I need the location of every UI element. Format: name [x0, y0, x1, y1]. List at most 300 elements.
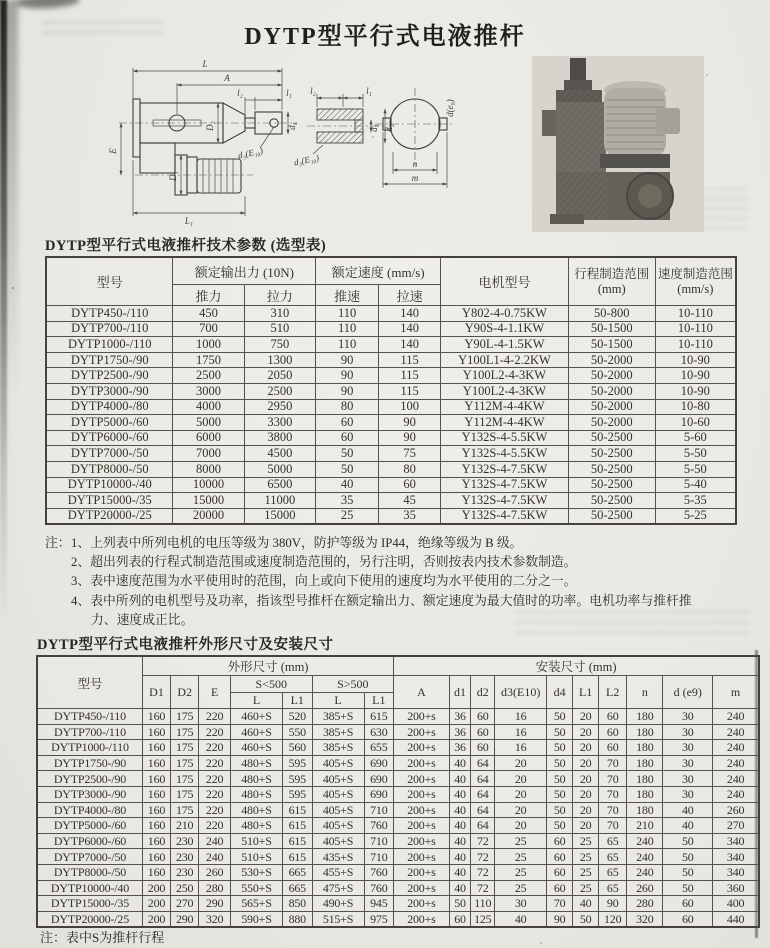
- value-cell: 595: [282, 755, 312, 771]
- value-cell: 90: [547, 911, 573, 927]
- value-cell: 10-110: [655, 321, 736, 337]
- value-cell: 70: [599, 755, 627, 771]
- value-cell: 140: [379, 321, 441, 337]
- value-cell: 480+S: [231, 786, 283, 802]
- value-cell: Y132S-4-7.5KW: [441, 508, 569, 524]
- value-cell: 90: [379, 415, 441, 431]
- value-cell: Y90S-4-1.1KW: [441, 321, 569, 337]
- value-cell: 5-40: [655, 477, 736, 493]
- value-cell: 200+s: [394, 709, 450, 725]
- dim-label-L1: L₁: [184, 216, 194, 226]
- table-row: [46, 508, 736, 524]
- value-cell: 520: [282, 709, 312, 725]
- value-cell: 200: [142, 911, 170, 927]
- col-group-rated-force: 额定输出力 (10N): [173, 257, 316, 285]
- value-cell: 50: [663, 864, 713, 880]
- value-cell: 10-110: [655, 337, 736, 353]
- value-cell: 20: [573, 740, 599, 756]
- value-cell: 50-2500: [568, 430, 655, 446]
- value-cell: 50-2500: [568, 493, 655, 509]
- value-cell: 45: [379, 493, 441, 509]
- dim-label-d2: d₂: [384, 124, 394, 132]
- notes-label: 注：: [45, 536, 71, 550]
- value-cell: 5000: [173, 415, 244, 431]
- note-item: [45, 534, 717, 553]
- value-cell: 160: [142, 864, 170, 880]
- footnote: 注：表中S为推杆行程: [40, 930, 165, 945]
- value-cell: 160: [142, 755, 170, 771]
- value-cell: 290: [171, 911, 199, 927]
- value-cell: 200+s: [394, 864, 450, 880]
- value-cell: 5-50: [655, 461, 736, 477]
- value-cell: 2500: [244, 383, 316, 399]
- table-row: [37, 864, 759, 880]
- value-cell: 64: [471, 771, 495, 787]
- model-cell: DYTP15000-/35: [46, 493, 173, 509]
- value-cell: 5-50: [655, 446, 736, 462]
- value-cell: 20: [495, 786, 547, 802]
- value-cell: 20: [495, 818, 547, 834]
- value-cell: 240: [713, 724, 759, 740]
- value-cell: 50: [663, 849, 713, 865]
- value-cell: 40: [449, 786, 471, 802]
- col-model: 型号: [46, 257, 173, 306]
- col-group-rated-speed: 额定速度 (mm/s): [316, 257, 441, 285]
- value-cell: 90: [599, 896, 627, 912]
- value-cell: 460+S: [231, 740, 283, 756]
- value-cell: 475+S: [312, 880, 364, 896]
- model-cell: DYTP15000-/35: [37, 896, 142, 912]
- value-cell: 50: [547, 818, 573, 834]
- col-E: E: [199, 676, 231, 709]
- col-pull-force: 拉力: [244, 285, 316, 306]
- value-cell: 450: [173, 306, 244, 322]
- value-cell: 50-1500: [568, 321, 655, 337]
- table-row: [37, 786, 759, 802]
- value-cell: 20: [495, 802, 547, 818]
- value-cell: 240: [713, 740, 759, 756]
- value-cell: 10-90: [655, 352, 736, 368]
- value-cell: 175: [171, 802, 199, 818]
- value-cell: 160: [142, 771, 170, 787]
- dim-label-l1: l₁: [286, 88, 292, 98]
- model-cell: DYTP2500-/90: [46, 368, 173, 384]
- table-row: [46, 430, 736, 446]
- col-group-install: 安装尺寸 (mm): [394, 656, 759, 676]
- spec-table-body: [46, 306, 736, 525]
- value-cell: 175: [171, 786, 199, 802]
- value-cell: 60: [599, 724, 627, 740]
- value-cell: 850: [282, 896, 312, 912]
- dim-label-d3-detail: d₃(E₁₀): [292, 152, 320, 168]
- value-cell: 760: [364, 818, 394, 834]
- value-cell: 480+S: [231, 802, 283, 818]
- value-cell: 10-80: [655, 399, 736, 415]
- value-cell: 2950: [244, 399, 316, 415]
- value-cell: Y100L2-4-3KW: [441, 368, 569, 384]
- value-cell: 40: [449, 818, 471, 834]
- value-cell: 40: [449, 849, 471, 865]
- value-cell: 385+S: [312, 709, 364, 725]
- value-cell: 64: [471, 755, 495, 771]
- value-cell: 200+s: [394, 740, 450, 756]
- value-cell: Y132S-4-5.5KW: [441, 430, 569, 446]
- table-row: [46, 477, 736, 493]
- model-cell: DYTP3000-/90: [37, 786, 142, 802]
- value-cell: 230: [171, 833, 199, 849]
- value-cell: 3000: [173, 383, 244, 399]
- col-push-force: 推力: [173, 285, 244, 306]
- value-cell: 50: [449, 896, 471, 912]
- value-cell: 440: [713, 911, 759, 927]
- value-cell: 160: [142, 833, 170, 849]
- value-cell: 260: [199, 864, 231, 880]
- col-d3E10: d3(E10): [495, 676, 547, 709]
- value-cell: 50: [547, 709, 573, 725]
- value-cell: 40: [449, 771, 471, 787]
- value-cell: 530+S: [231, 864, 283, 880]
- value-cell: 64: [471, 786, 495, 802]
- value-cell: 160: [142, 818, 170, 834]
- dim-label-l2: l₂: [237, 88, 243, 98]
- value-cell: 40: [663, 818, 713, 834]
- value-cell: 30: [495, 896, 547, 912]
- value-cell: 72: [471, 880, 495, 896]
- value-cell: 1000: [173, 337, 244, 353]
- value-cell: 40: [495, 911, 547, 927]
- value-cell: 160: [142, 802, 170, 818]
- value-cell: 230: [171, 849, 199, 865]
- value-cell: 615: [364, 709, 394, 725]
- dim-label-E: E: [108, 148, 118, 154]
- value-cell: 200: [142, 896, 170, 912]
- dim-label-L: L: [202, 59, 208, 69]
- col-speed-range: [655, 257, 736, 306]
- value-cell: 405+S: [312, 802, 364, 818]
- value-cell: 550: [282, 724, 312, 740]
- value-cell: 160: [142, 786, 170, 802]
- value-cell: 25: [573, 880, 599, 896]
- dim-label-m: m: [411, 173, 419, 183]
- value-cell: Y100L1-4-2.2KW: [441, 352, 569, 368]
- model-cell: DYTP8000-/50: [46, 461, 173, 477]
- value-cell: 30: [663, 771, 713, 787]
- value-cell: 30: [663, 740, 713, 756]
- model-cell: DYTP1000-/110: [46, 337, 173, 353]
- value-cell: 60: [316, 415, 379, 431]
- value-cell: 50: [547, 802, 573, 818]
- value-cell: 460+S: [231, 709, 283, 725]
- value-cell: 480+S: [231, 771, 283, 787]
- value-cell: 60: [547, 833, 573, 849]
- col-D2: D2: [171, 676, 199, 709]
- value-cell: 180: [627, 786, 663, 802]
- value-cell: 40: [449, 864, 471, 880]
- value-cell: 240: [713, 786, 759, 802]
- value-cell: 7000: [173, 446, 244, 462]
- value-cell: 690: [364, 771, 394, 787]
- value-cell: 160: [142, 849, 170, 865]
- value-cell: 180: [627, 740, 663, 756]
- model-cell: DYTP8000-/50: [37, 864, 142, 880]
- value-cell: 64: [471, 818, 495, 834]
- col-group-outline: 外形尺寸 (mm): [142, 656, 393, 676]
- value-cell: 240: [627, 864, 663, 880]
- value-cell: 90: [316, 368, 379, 384]
- value-cell: Y802-4-0.75KW: [441, 306, 569, 322]
- value-cell: 50: [547, 724, 573, 740]
- speed-range-line1: 速度制造范围: [657, 267, 733, 282]
- value-cell: 10-60: [655, 415, 736, 431]
- table-row: [37, 802, 759, 818]
- model-cell: DYTP1750-/90: [46, 352, 173, 368]
- value-cell: 280: [627, 896, 663, 912]
- value-cell: 975: [364, 911, 394, 927]
- table-row: [46, 383, 736, 399]
- value-cell: 10000: [173, 477, 244, 493]
- spec-table-title: DYTP型平行式电液推杆技术参数 (选型表): [45, 238, 327, 254]
- value-cell: 75: [379, 446, 441, 462]
- value-cell: 72: [471, 833, 495, 849]
- value-cell: 16: [495, 724, 547, 740]
- dim-label-n: n: [412, 159, 418, 169]
- value-cell: 480+S: [231, 818, 283, 834]
- table-row: [46, 415, 736, 431]
- value-cell: 30: [663, 755, 713, 771]
- value-cell: 270: [713, 818, 759, 834]
- value-cell: 615: [282, 818, 312, 834]
- note-text: 3、表中速度范围为水平使用时的范围，向上或向下使用的速度均为水平使用的二分之一。: [71, 574, 577, 589]
- value-cell: 65: [599, 880, 627, 896]
- value-cell: 710: [364, 849, 394, 865]
- value-cell: 490+S: [312, 896, 364, 912]
- model-cell: DYTP450-/110: [46, 306, 173, 322]
- value-cell: 40: [663, 802, 713, 818]
- model-cell: DYTP4000-/80: [46, 399, 173, 415]
- value-cell: 50: [573, 911, 599, 927]
- col-d2: d2: [471, 676, 495, 709]
- table-row: [37, 833, 759, 849]
- value-cell: 4500: [244, 446, 316, 462]
- value-cell: 3300: [244, 415, 316, 431]
- stroke-range-line2: (mm): [597, 281, 626, 296]
- col-motor-model: 电机型号: [441, 257, 569, 306]
- value-cell: 340: [713, 864, 759, 880]
- model-cell: DYTP6000-/60: [37, 833, 142, 849]
- value-cell: 110: [316, 306, 379, 322]
- col-stroke-range: [568, 257, 655, 306]
- model-cell: DYTP10000-/40: [46, 477, 173, 493]
- value-cell: 65: [599, 864, 627, 880]
- value-cell: 260: [713, 802, 759, 818]
- value-cell: 200+s: [394, 771, 450, 787]
- value-cell: 435+S: [312, 849, 364, 865]
- value-cell: 25: [573, 849, 599, 865]
- table-row: [46, 446, 736, 462]
- value-cell: 220: [199, 818, 231, 834]
- value-cell: 110: [316, 337, 379, 353]
- value-cell: 220: [199, 724, 231, 740]
- table-row: [37, 755, 759, 771]
- value-cell: 210: [171, 818, 199, 834]
- scan-corner-mark: [16, 0, 81, 10]
- value-cell: 200+s: [394, 818, 450, 834]
- value-cell: 385+S: [312, 724, 364, 740]
- value-cell: 5-35: [655, 493, 736, 509]
- value-cell: 180: [627, 755, 663, 771]
- value-cell: 15000: [244, 508, 316, 524]
- value-cell: 405+S: [312, 818, 364, 834]
- value-cell: 320: [199, 911, 231, 927]
- value-cell: 590+S: [231, 911, 283, 927]
- value-cell: 2050: [244, 368, 316, 384]
- value-cell: 11000: [244, 493, 316, 509]
- dimension-table-body: [37, 709, 759, 928]
- value-cell: 60: [547, 849, 573, 865]
- value-cell: 20: [573, 786, 599, 802]
- value-cell: 340: [713, 849, 759, 865]
- value-cell: 60: [547, 864, 573, 880]
- value-cell: 50-2500: [568, 477, 655, 493]
- table-row: [46, 321, 736, 337]
- col-m: m: [713, 676, 759, 709]
- value-cell: 50: [547, 755, 573, 771]
- value-cell: 945: [364, 896, 394, 912]
- technical-drawing: [55, 56, 525, 234]
- value-cell: 30: [663, 786, 713, 802]
- dim-label-d4: d₄: [287, 122, 297, 130]
- value-cell: 50: [547, 771, 573, 787]
- value-cell: 240: [713, 709, 759, 725]
- value-cell: 20: [495, 771, 547, 787]
- model-cell: DYTP5000-/60: [37, 818, 142, 834]
- value-cell: 20: [573, 724, 599, 740]
- value-cell: 50: [316, 461, 379, 477]
- dim-label-l1-detail: l₁: [366, 86, 372, 96]
- value-cell: 50: [547, 740, 573, 756]
- notes-block: [45, 534, 717, 630]
- value-cell: 70: [599, 771, 627, 787]
- value-cell: 200+s: [394, 880, 450, 896]
- value-cell: 25: [495, 849, 547, 865]
- table-row: [46, 337, 736, 353]
- value-cell: 140: [379, 306, 441, 322]
- value-cell: 10-110: [655, 306, 736, 322]
- value-cell: 200+s: [394, 833, 450, 849]
- value-cell: 15000: [173, 493, 244, 509]
- value-cell: 550+S: [231, 880, 283, 896]
- value-cell: 30: [663, 724, 713, 740]
- value-cell: Y100L2-4-3KW: [441, 383, 569, 399]
- table-row: [46, 493, 736, 509]
- value-cell: 240: [199, 833, 231, 849]
- value-cell: 5-60: [655, 430, 736, 446]
- value-cell: Y112M-4-4KW: [441, 415, 569, 431]
- value-cell: 240: [713, 755, 759, 771]
- col-L1-gt: L1: [364, 693, 394, 709]
- value-cell: 880: [282, 911, 312, 927]
- value-cell: 460+S: [231, 724, 283, 740]
- value-cell: 10-90: [655, 368, 736, 384]
- note-item: [71, 592, 717, 630]
- value-cell: 72: [471, 849, 495, 865]
- value-cell: 20: [573, 755, 599, 771]
- value-cell: 250: [171, 880, 199, 896]
- value-cell: 310: [244, 306, 316, 322]
- model-cell: DYTP20000-/25: [37, 911, 142, 927]
- scan-specks: [0, 0, 2, 2]
- value-cell: 220: [199, 802, 231, 818]
- value-cell: 565+S: [231, 896, 283, 912]
- value-cell: Y132S-4-5.5KW: [441, 446, 569, 462]
- value-cell: 72: [471, 864, 495, 880]
- value-cell: 220: [199, 740, 231, 756]
- value-cell: 560: [282, 740, 312, 756]
- value-cell: 665: [282, 864, 312, 880]
- model-cell: DYTP1750-/90: [37, 755, 142, 771]
- value-cell: 115: [379, 383, 441, 399]
- col-L1-lt: L1: [282, 693, 312, 709]
- value-cell: 90: [316, 352, 379, 368]
- table-row: [37, 724, 759, 740]
- value-cell: 60: [449, 911, 471, 927]
- dim-label-D1: D₁: [168, 171, 178, 181]
- value-cell: 200+s: [394, 911, 450, 927]
- value-cell: 160: [142, 709, 170, 725]
- value-cell: 630: [364, 724, 394, 740]
- value-cell: 290: [199, 896, 231, 912]
- value-cell: 25: [495, 880, 547, 896]
- value-cell: 220: [199, 709, 231, 725]
- value-cell: 36: [449, 724, 471, 740]
- dimension-table: [36, 655, 760, 928]
- value-cell: 360: [713, 880, 759, 896]
- value-cell: 120: [599, 911, 627, 927]
- value-cell: 125: [471, 911, 495, 927]
- value-cell: 175: [171, 771, 199, 787]
- spec-table-header: [46, 257, 736, 306]
- dim-label-D2: D₂: [205, 121, 215, 131]
- value-cell: 510: [244, 321, 316, 337]
- value-cell: 40: [449, 833, 471, 849]
- model-cell: DYTP7000-/50: [46, 446, 173, 462]
- value-cell: 8000: [173, 461, 244, 477]
- table-row: [46, 368, 736, 384]
- value-cell: 140: [379, 337, 441, 353]
- value-cell: 200+s: [394, 849, 450, 865]
- value-cell: 240: [627, 849, 663, 865]
- value-cell: 36: [449, 740, 471, 756]
- value-cell: 60: [599, 740, 627, 756]
- value-cell: 6000: [173, 430, 244, 446]
- col-D1: D1: [142, 676, 170, 709]
- value-cell: 230: [171, 864, 199, 880]
- value-cell: 40: [449, 880, 471, 896]
- value-cell: 50-2000: [568, 399, 655, 415]
- value-cell: 455+S: [312, 864, 364, 880]
- value-cell: 36: [449, 709, 471, 725]
- value-cell: 50: [663, 880, 713, 896]
- col-group-s-lt-500: S<500: [231, 676, 313, 693]
- value-cell: 750: [244, 337, 316, 353]
- value-cell: 110: [471, 896, 495, 912]
- value-cell: 50-2000: [568, 383, 655, 399]
- value-cell: 220: [199, 771, 231, 787]
- value-cell: 515+S: [312, 911, 364, 927]
- value-cell: 100: [379, 399, 441, 415]
- value-cell: 90: [379, 430, 441, 446]
- col-d1: d1: [449, 676, 471, 709]
